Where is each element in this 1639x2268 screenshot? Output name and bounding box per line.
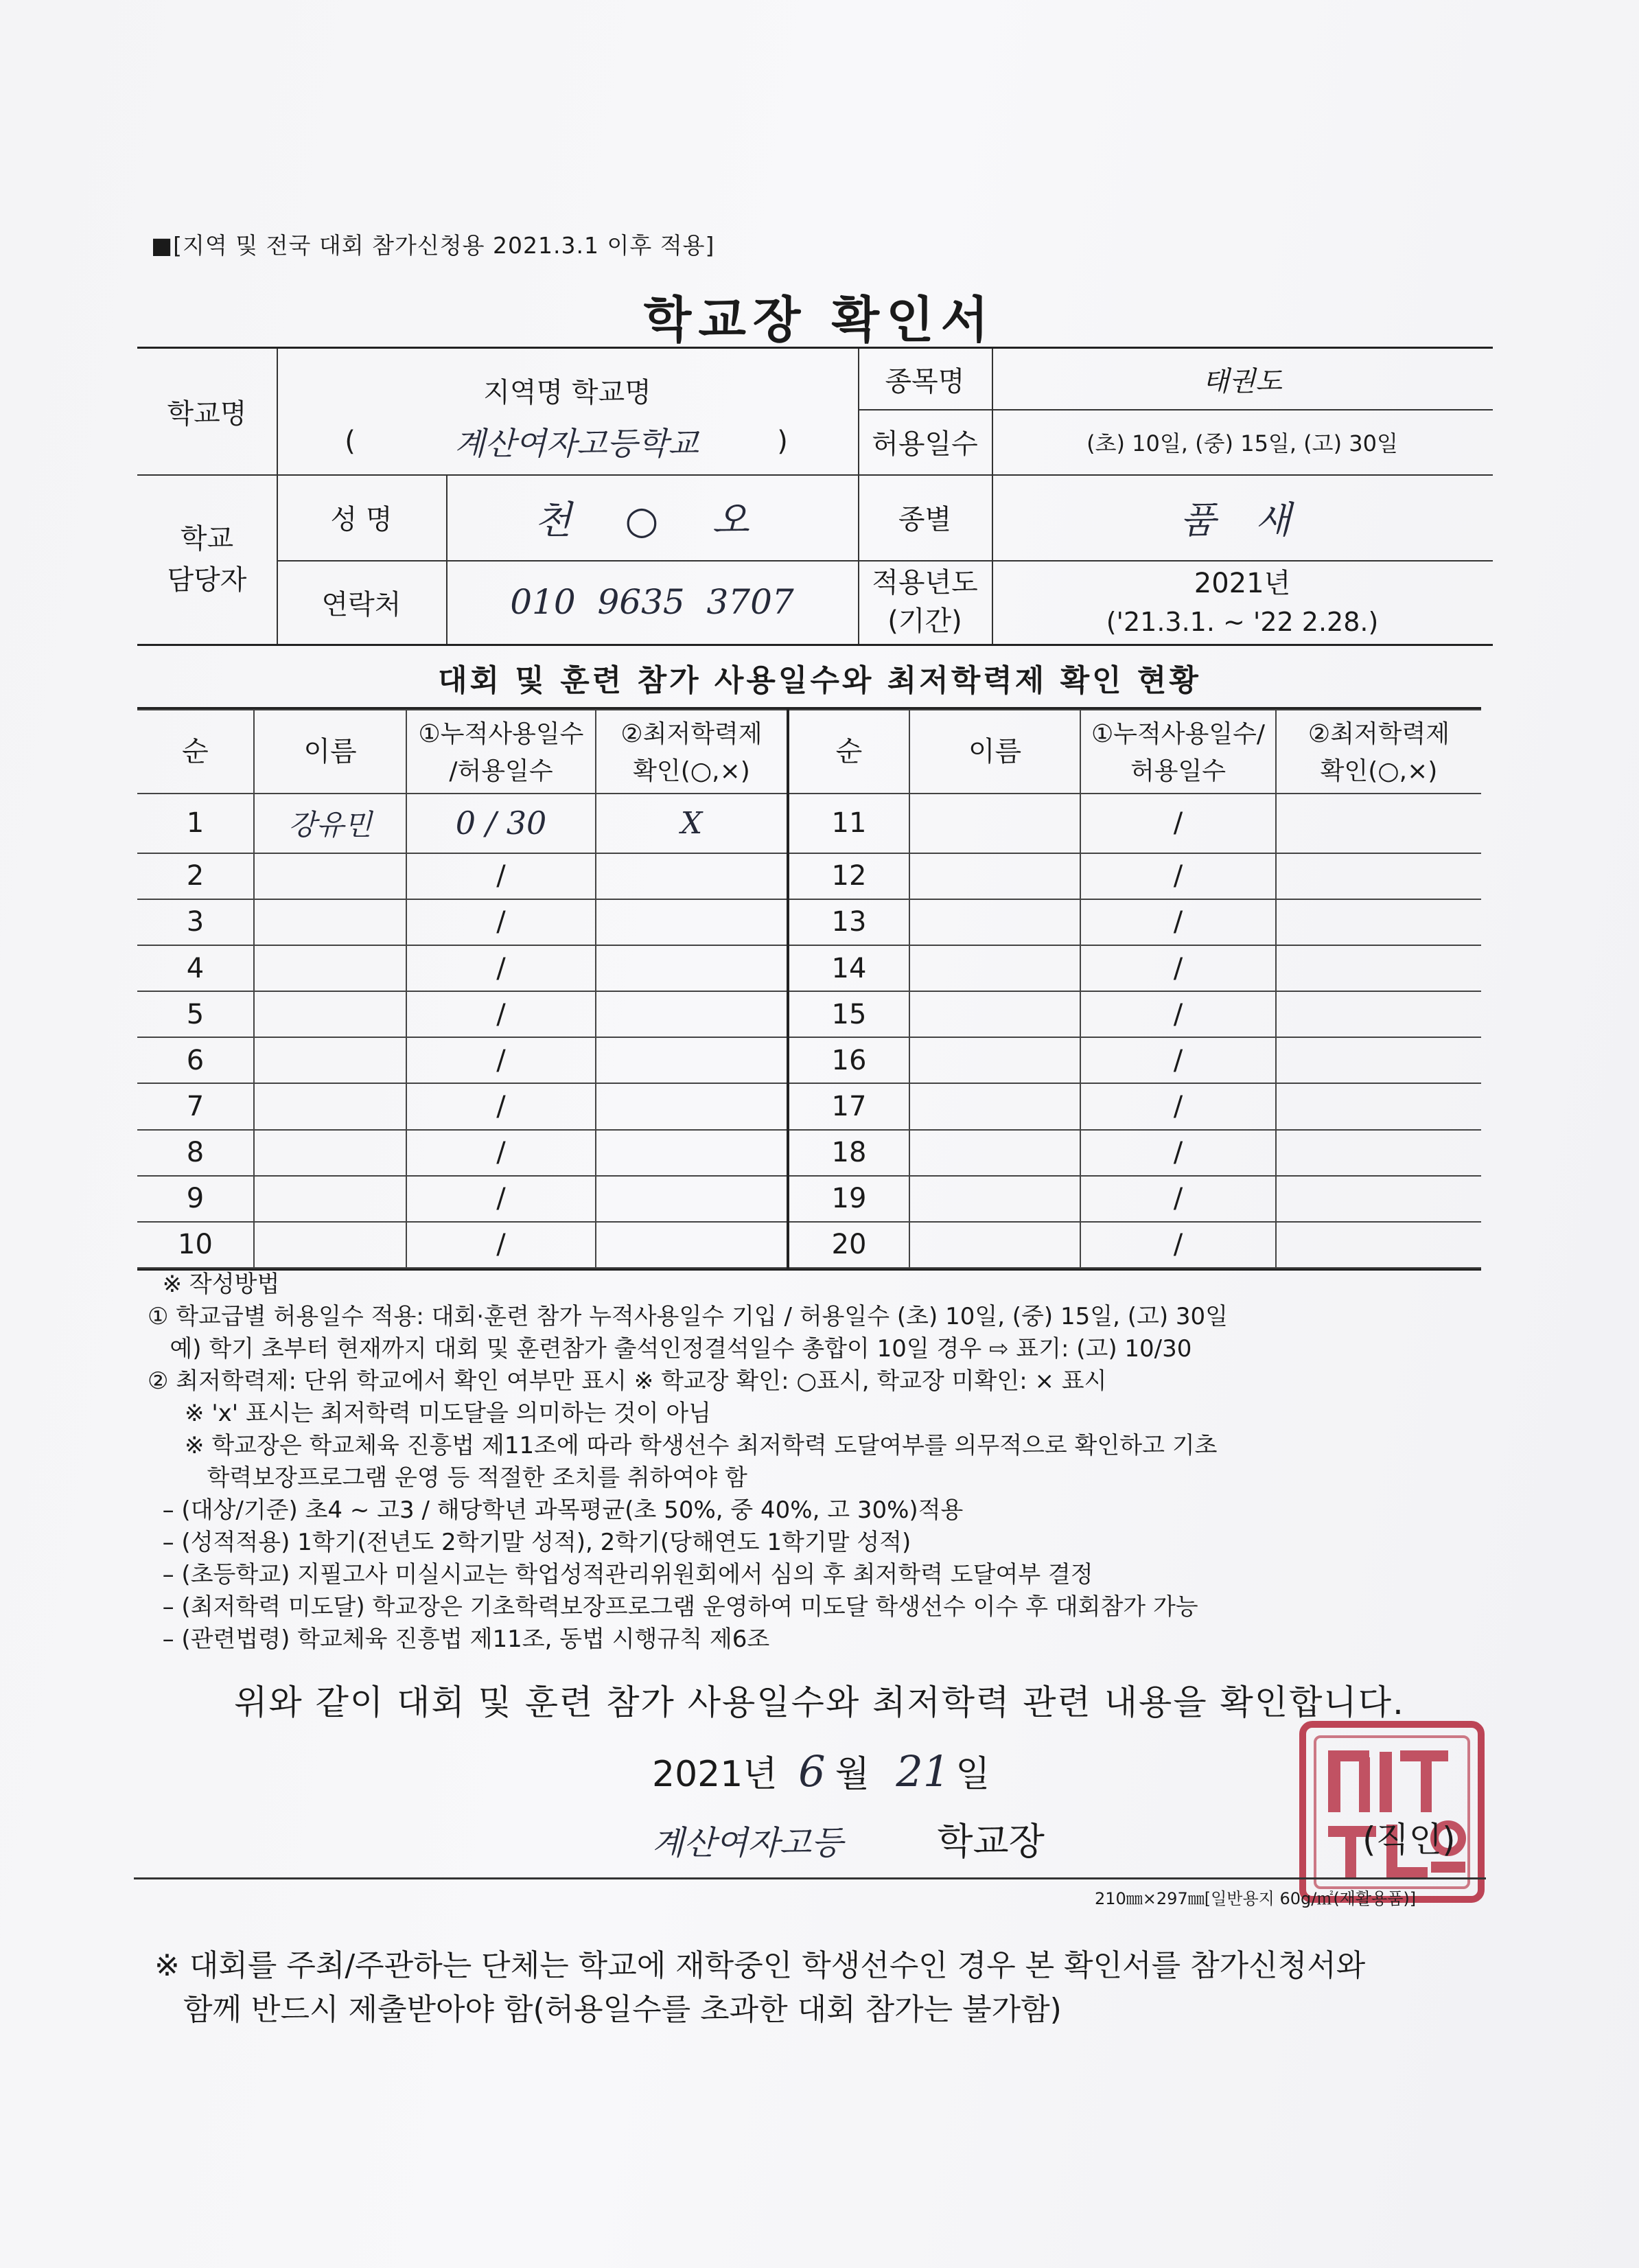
paper-size-note: 210㎜×297㎜[일반용지 60g/㎡(재활용품)] bbox=[1095, 1889, 1417, 1908]
row-no-2: 17 bbox=[788, 1083, 909, 1129]
row-check bbox=[596, 1176, 788, 1222]
school-name-value: 계산여자고등학교 bbox=[454, 425, 699, 462]
instruction-line: 예) 학기 초부터 현재까지 대회 및 훈련참가 출석인정결석일수 총합이 10일 경우 ⇨ 표기: (고) 10/30 bbox=[148, 1335, 1192, 1363]
row-name-2 bbox=[909, 1130, 1080, 1176]
row-days: 0 / 30 bbox=[406, 794, 596, 853]
row-name-2 bbox=[909, 945, 1080, 991]
school-handwritten: 계산여자고등 bbox=[652, 1824, 844, 1862]
contact-value: 010 9635 3707 bbox=[510, 582, 794, 622]
instruction-line: – (관련법령) 학교체육 진흥법 제11조, 동법 시행규칙 제6조 bbox=[148, 1625, 770, 1653]
sport-label: 종목명 bbox=[885, 365, 965, 397]
row-check-2 bbox=[1276, 1176, 1481, 1222]
row-days-2: / bbox=[1080, 1037, 1276, 1083]
row-days: / bbox=[406, 1037, 596, 1083]
row-name-2 bbox=[909, 991, 1080, 1037]
category-value: 품 새 bbox=[1180, 498, 1305, 542]
row-check-2 bbox=[1276, 991, 1481, 1037]
table-row bbox=[137, 899, 1481, 945]
row-days-2: / bbox=[1080, 794, 1276, 853]
row-name bbox=[254, 899, 406, 945]
divider bbox=[134, 1877, 1486, 1879]
row-name bbox=[254, 853, 406, 899]
row-check bbox=[596, 1083, 788, 1129]
row-no: 7 bbox=[137, 1083, 254, 1129]
row-no-2: 13 bbox=[788, 899, 909, 945]
row-no: 9 bbox=[137, 1176, 254, 1222]
header-no: 순 bbox=[137, 710, 254, 794]
row-check-2 bbox=[1276, 899, 1481, 945]
name-label: 성 명 bbox=[330, 504, 393, 535]
date-day: 21 bbox=[896, 1746, 951, 1796]
row-no: 4 bbox=[137, 945, 254, 991]
table-row bbox=[137, 853, 1481, 899]
row-check: X bbox=[596, 794, 788, 853]
row-name: 강유민 bbox=[254, 794, 406, 853]
row-name bbox=[254, 1130, 406, 1176]
paren-close: ) bbox=[777, 426, 788, 457]
table-row bbox=[137, 945, 1481, 991]
row-days: / bbox=[406, 899, 596, 945]
row-days: / bbox=[406, 1222, 596, 1268]
instruction-line: ① 학교급별 허용일수 적용: 대회·훈련 참가 누적사용일수 기입 / 허용일수 (초) 10일, (중) 15일, (고) 30일 bbox=[148, 1303, 1228, 1330]
document-title: 학교장 확인서 bbox=[643, 291, 996, 349]
row-check-2 bbox=[1276, 1222, 1481, 1268]
instruction-line: ※ 작성방법 bbox=[148, 1271, 280, 1298]
instruction-line: – (초등학교) 지필고사 미실시교는 학업성적관리위원회에서 심의 후 최저학력 도달여부 결정 bbox=[148, 1561, 1093, 1588]
seal-label: (직인) bbox=[1362, 1820, 1456, 1860]
table-row bbox=[137, 991, 1481, 1037]
row-check bbox=[596, 1130, 788, 1176]
row-days-2: / bbox=[1080, 1222, 1276, 1268]
year-value: 2021년 bbox=[1194, 567, 1291, 599]
header-days-2: ①누적사용일수/ 허용일수 bbox=[1080, 710, 1276, 794]
row-name-2 bbox=[909, 1222, 1080, 1268]
category-label: 종별 bbox=[898, 504, 952, 535]
row-days: / bbox=[406, 945, 596, 991]
date-year: 2021년 bbox=[652, 1754, 778, 1795]
row-no-2: 18 bbox=[788, 1130, 909, 1176]
row-days: / bbox=[406, 1083, 596, 1129]
allowed-days-value: (초) 10일, (중) 15일, (고) 30일 bbox=[1086, 430, 1398, 456]
table-row bbox=[137, 1083, 1481, 1129]
instruction-line: ※ 학교장은 학교체육 진흥법 제11조에 따라 학생선수 최저학력 도달여부를 의무적으로 확인하고 기초 bbox=[148, 1432, 1218, 1459]
date-month-unit: 월 bbox=[835, 1754, 870, 1795]
principal-label: 학교장 bbox=[937, 1820, 1045, 1863]
header-check: ②최저학력제 확인(○,×) bbox=[596, 710, 788, 794]
signature-line bbox=[652, 1812, 1045, 1865]
row-check-2 bbox=[1276, 853, 1481, 899]
header-days: ①누적사용일수 /허용일수 bbox=[406, 710, 596, 794]
stats-title: 대회 및 훈련 참가 사용일수와 최저학력제 확인 현황 bbox=[438, 663, 1201, 698]
row-no-2: 19 bbox=[788, 1176, 909, 1222]
header-name: 이름 bbox=[254, 710, 406, 794]
row-days: / bbox=[406, 1176, 596, 1222]
row-no-2: 14 bbox=[788, 945, 909, 991]
contact-label: 연락처 bbox=[321, 588, 402, 621]
confirmation-text: 위와 같이 대회 및 훈련 참가 사용일수와 최저학력 관련 내용을 확인합니다. bbox=[234, 1682, 1405, 1722]
row-name-2 bbox=[909, 853, 1080, 899]
row-check bbox=[596, 1037, 788, 1083]
date-day-unit: 일 bbox=[955, 1754, 990, 1795]
name-value: 천 ○ 오 bbox=[534, 498, 770, 543]
confirmation-date bbox=[652, 1745, 990, 1796]
row-no-2: 16 bbox=[788, 1037, 909, 1083]
row-days-2: / bbox=[1080, 1176, 1276, 1222]
footer-line: ※ 대회를 주최/주관하는 단체는 학교에 재학중인 학생선수인 경우 본 확인서를 참가신청서와 bbox=[154, 1948, 1366, 1983]
row-days-2: / bbox=[1080, 991, 1276, 1037]
row-no-2: 15 bbox=[788, 991, 909, 1037]
row-name bbox=[254, 991, 406, 1037]
row-no: 3 bbox=[137, 899, 254, 945]
instruction-line: ※ 'x' 표시는 최저학력 미도달을 의미하는 것이 아님 bbox=[148, 1400, 712, 1427]
row-name bbox=[254, 945, 406, 991]
row-no-2: 20 bbox=[788, 1222, 909, 1268]
footer-line: 함께 반드시 제출받아야 함(허용일수를 초과한 대회 참가는 불가함) bbox=[154, 1992, 1062, 2027]
allowed-days-label: 허용일수 bbox=[872, 428, 978, 460]
row-check-2 bbox=[1276, 1130, 1481, 1176]
instruction-line: – (대상/기준) 초4 ~ 고3 / 해당학년 과목평균(초 50%, 중 40%, 고 30%)적용 bbox=[148, 1496, 964, 1524]
row-no: 5 bbox=[137, 991, 254, 1037]
row-check-2 bbox=[1276, 945, 1481, 991]
school-info-table bbox=[137, 347, 1493, 646]
table-row bbox=[137, 1037, 1481, 1083]
row-check bbox=[596, 991, 788, 1037]
table-row bbox=[137, 1176, 1481, 1222]
row-days-2: / bbox=[1080, 945, 1276, 991]
row-name-2 bbox=[909, 794, 1080, 853]
row-days-2: / bbox=[1080, 853, 1276, 899]
row-days: / bbox=[406, 853, 596, 899]
header-name-2: 이름 bbox=[909, 710, 1080, 794]
row-check-2 bbox=[1276, 1083, 1481, 1129]
year-label: 적용년도 (기간) bbox=[872, 567, 978, 637]
staff-label: 학교 담당자 bbox=[167, 522, 247, 596]
footer-note bbox=[154, 1944, 1365, 2032]
row-check bbox=[596, 853, 788, 899]
row-no-2: 12 bbox=[788, 853, 909, 899]
row-check-2 bbox=[1276, 1037, 1481, 1083]
instruction-line: 학력보장프로그램 운영 등 적절한 조치를 취하여야 함 bbox=[148, 1464, 747, 1492]
row-days-2: / bbox=[1080, 1083, 1276, 1129]
row-days: / bbox=[406, 1130, 596, 1176]
row-name-2 bbox=[909, 1176, 1080, 1222]
row-days-2: / bbox=[1080, 1130, 1276, 1176]
row-name bbox=[254, 1037, 406, 1083]
instructions bbox=[148, 1269, 1493, 1656]
application-note: ■[지역 및 전국 대회 참가신청용 2021.3.1 이후 적용] bbox=[151, 232, 715, 259]
table-row bbox=[137, 1222, 1481, 1268]
school-name-hint: 지역명 학교명 bbox=[483, 376, 651, 408]
paren-open: ( bbox=[345, 426, 356, 457]
row-no: 1 bbox=[137, 794, 254, 853]
period-value: ('21.3.1. ~ '22 2.28.) bbox=[1106, 607, 1379, 637]
header-check-2: ②최저학력제 확인(○,×) bbox=[1276, 710, 1481, 794]
table-row bbox=[137, 1130, 1481, 1176]
sport-value: 태권도 bbox=[1202, 365, 1282, 397]
row-name bbox=[254, 1083, 406, 1129]
row-no-2: 11 bbox=[788, 794, 909, 853]
row-name-2 bbox=[909, 899, 1080, 945]
row-days-2: / bbox=[1080, 899, 1276, 945]
table-row bbox=[137, 794, 1481, 853]
row-no: 6 bbox=[137, 1037, 254, 1083]
school-name-label: 학교명 bbox=[167, 398, 247, 430]
row-check-2 bbox=[1276, 794, 1481, 853]
row-no: 2 bbox=[137, 853, 254, 899]
row-name bbox=[254, 1222, 406, 1268]
date-month: 6 bbox=[798, 1746, 826, 1796]
row-name-2 bbox=[909, 1083, 1080, 1129]
instruction-line: – (성적적용) 1학기(전년도 2학기말 성적), 2학기(당해연도 1학기말 성적) bbox=[148, 1529, 911, 1556]
row-no: 8 bbox=[137, 1130, 254, 1176]
row-check bbox=[596, 1222, 788, 1268]
header-no-2: 순 bbox=[788, 710, 909, 794]
row-name-2 bbox=[909, 1037, 1080, 1083]
row-no: 10 bbox=[137, 1222, 254, 1268]
row-name bbox=[254, 1176, 406, 1222]
stats-table bbox=[137, 707, 1481, 1271]
row-check bbox=[596, 899, 788, 945]
instruction-line: ② 최저학력제: 단위 학교에서 확인 여부만 표시 ※ 학교장 확인: ○표시, 학교장 미확인: × 표시 bbox=[148, 1367, 1107, 1395]
instruction-line: – (최저학력 미도달) 학교장은 기초학력보장프로그램 운영하여 미도달 학생선수 이수 후 대회참가 가능 bbox=[148, 1593, 1198, 1621]
row-days: / bbox=[406, 991, 596, 1037]
row-check bbox=[596, 945, 788, 991]
